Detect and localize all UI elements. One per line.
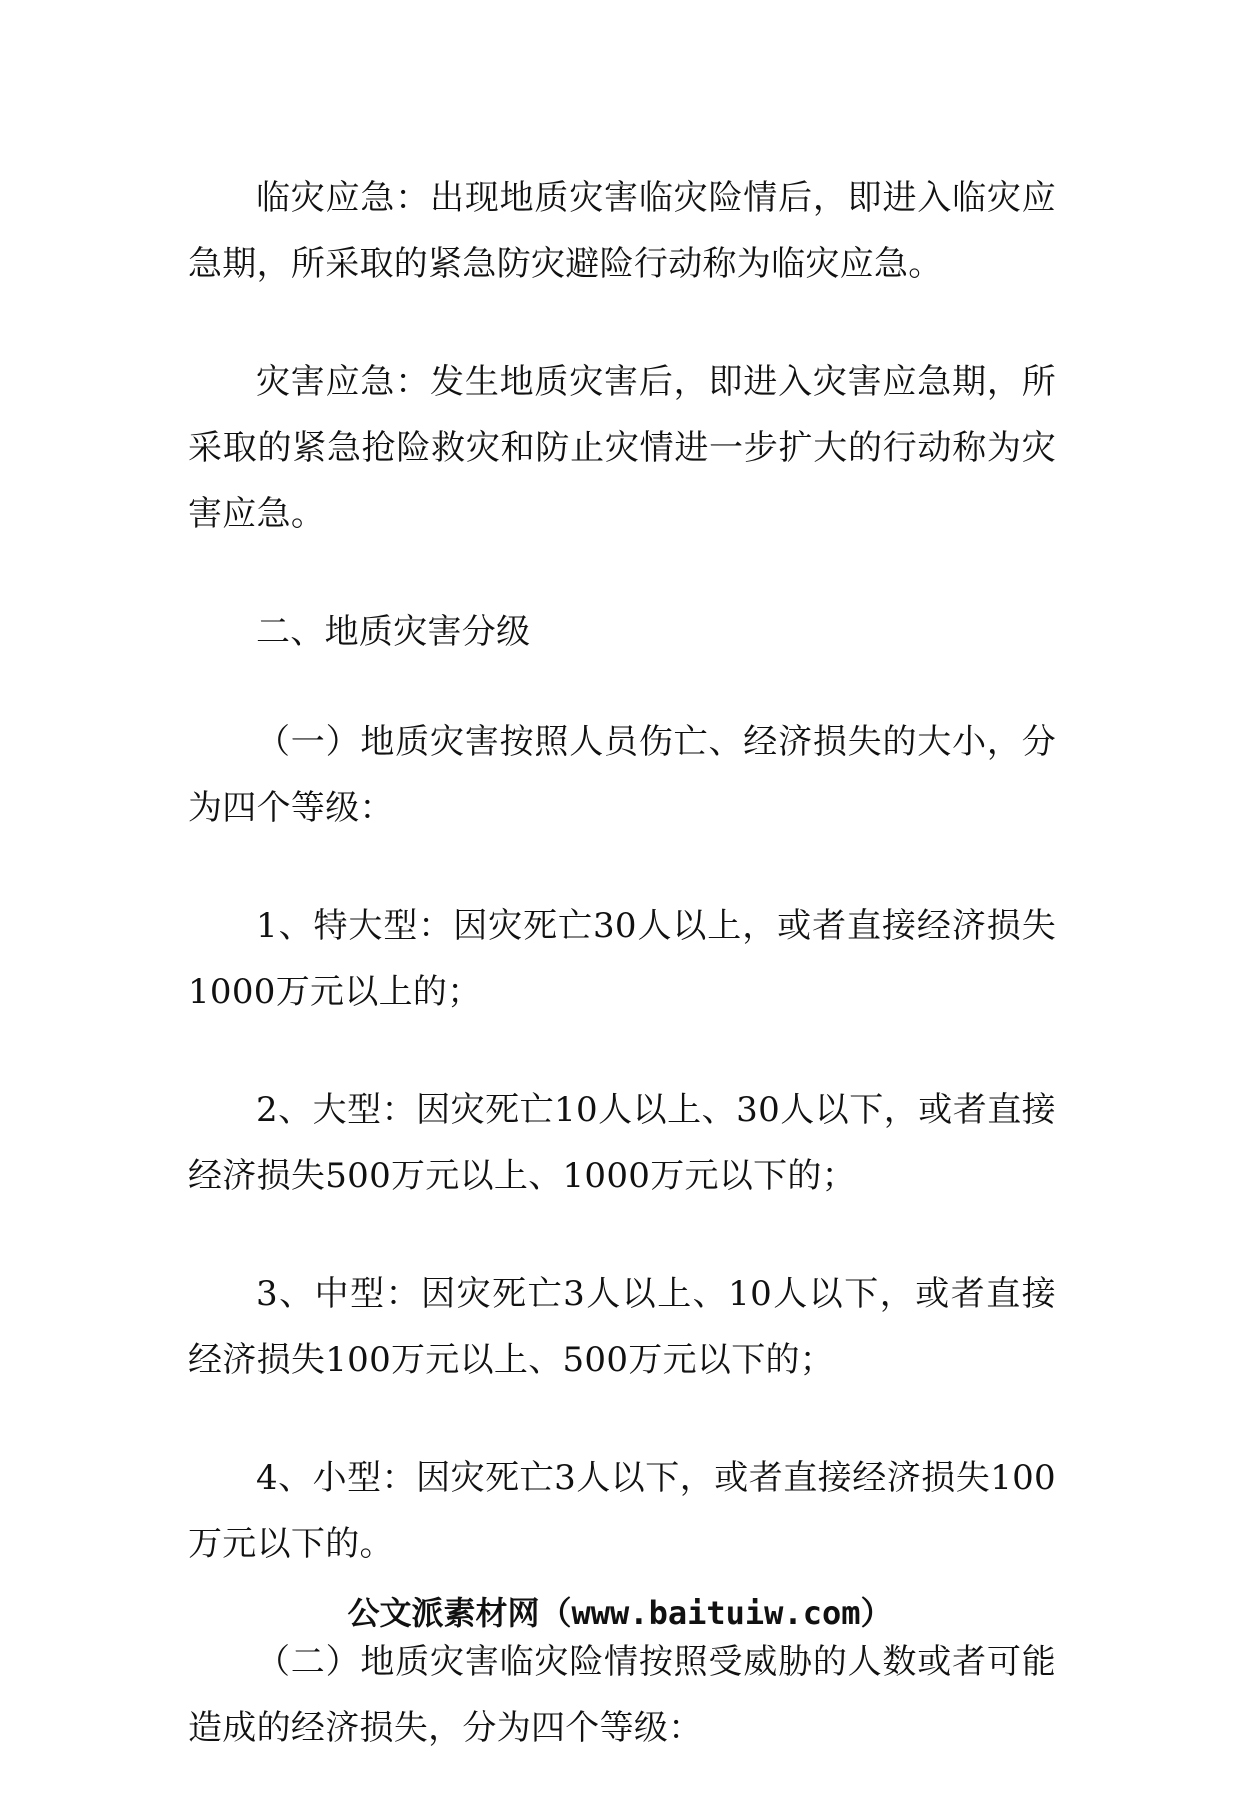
footer-watermark: [0, 1588, 1240, 1638]
paragraph-threat-classification-intro: （二）地质灾害临灾险情按照受威胁的人数或者可能造成的经济损失，分为四个等级：: [188, 1642, 1056, 1748]
paragraph-level-large: 2、大型：因灾死亡10人以上、30人以下，或者直接经济损失500万元以上、1000万元以下的；: [188, 1090, 1056, 1196]
paragraph-level-medium: 3、中型：因灾死亡3人以上、10人以下，或者直接经济损失100万元以上、500万元以下的；: [188, 1274, 1056, 1380]
footer-site-name: 公文派素材网: [347, 1594, 540, 1632]
document-body: [188, 165, 1056, 1813]
section-heading-classification: 二、地质灾害分级: [256, 612, 531, 652]
paragraph-level-small: 4、小型：因灾死亡3人以下，或者直接经济损失100万元以下的。: [188, 1458, 1056, 1564]
footer-url: （www.baituiw.com）: [539, 1594, 893, 1632]
paragraph-imminent-emergency: 临灾应急：出现地质灾害临灾险情后，即进入临灾应急期，所采取的紧急防灾避险行动称为临灾应急。: [188, 178, 1056, 284]
paragraph-classification-intro: （一）地质灾害按照人员伤亡、经济损失的大小，分为四个等级：: [188, 722, 1056, 828]
paragraph-disaster-emergency: 灾害应急：发生地质灾害后，即进入灾害应急期，所采取的紧急抢险救灾和防止灾情进一步扩大的行动称为灾害应急。: [188, 362, 1056, 534]
paragraph-level-extra-large: 1、特大型：因灾死亡30人以上，或者直接经济损失1000万元以上的；: [188, 906, 1056, 1012]
